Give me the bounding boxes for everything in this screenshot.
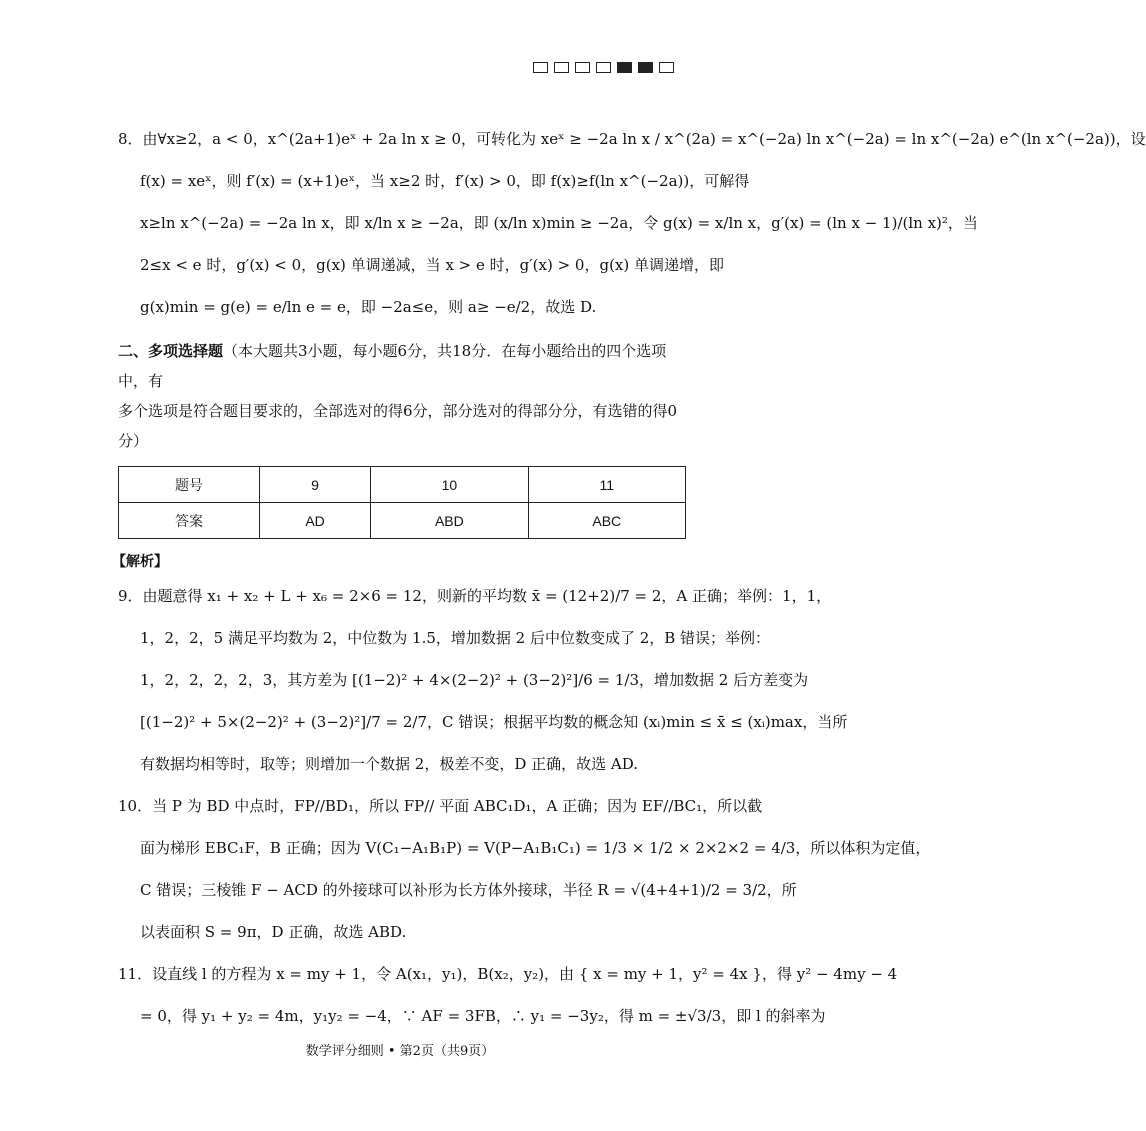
text-line: 11．设直线 l 的方程为 x = my + 1，令 A(x₁，y₁)，B(x₂，y₂)，由 { x = my + 1，y² = 4x }，得 y² − 4my − 4 bbox=[118, 965, 898, 983]
table-cell: 题号 bbox=[119, 467, 260, 503]
text-line: g(x)min = g(e) = e/ln e = e，即 −2a≤e，则 a≥ −e/2，故选 D. bbox=[140, 298, 597, 316]
text-line: 2≤x < e 时，g′(x) < 0，g(x) 单调递减，当 x > e 时，g′(x) > 0，g(x) 单调递增，即 bbox=[140, 256, 725, 274]
analysis-label: 【解析】 bbox=[112, 554, 168, 570]
section-title: 二、多项选择题 bbox=[118, 342, 224, 360]
text-line: [(1−2)² + 5×(2−2)² + (3−2)²]/7 = 2/7，C 错误；根据平均数的概念知 (xᵢ)min ≤ x̄ ≤ (xᵢ)max，当所 bbox=[140, 713, 848, 731]
table-cell: 11 bbox=[528, 467, 685, 503]
marker-box bbox=[596, 62, 611, 73]
table-cell: AD bbox=[260, 503, 371, 539]
section-heading bbox=[118, 336, 686, 456]
text-line: 以表面积 S = 9π，D 正确，故选 ABD. bbox=[140, 923, 407, 941]
page-footer: 数学评分细则 • 第2页（共9页） bbox=[305, 1044, 495, 1059]
text-line: C 错误；三棱锥 F − ACD 的外接球可以补形为长方体外接球，半径 R = √(4+4+1)/2 = 3/2，所 bbox=[140, 881, 797, 899]
marker-box-filled bbox=[638, 62, 653, 73]
marker-box bbox=[554, 62, 569, 73]
table-row bbox=[119, 503, 686, 539]
section-desc: 多个选项是符合题目要求的，全部选对的得6分，部分选对的得部分分，有选错的得0分） bbox=[118, 402, 678, 450]
text-line: 9．由题意得 x₁ + x₂ + L + x₆ = 2×6 = 12，则新的平均数 x̄ = (12+2)/7 = 2，A 正确；举例：1，1， bbox=[118, 587, 832, 605]
marker-box bbox=[659, 62, 674, 73]
text-line: 10．当 P 为 BD 中点时，FP//BD₁，所以 FP// 平面 ABC₁D₁，A 正确；因为 EF//BC₁，所以截 bbox=[118, 797, 763, 815]
problem-11 bbox=[118, 953, 898, 1037]
table-cell: 9 bbox=[260, 467, 371, 503]
marker-box-filled bbox=[617, 62, 632, 73]
table-cell: ABC bbox=[528, 503, 685, 539]
section-desc: （本大题共3小题，每小题6分，共18分．在每小题给出的四个选项中，有 bbox=[118, 342, 667, 390]
problem-8 bbox=[118, 118, 1146, 328]
text-line: 1，2，2，5 满足平均数为 2，中位数为 1.5，增加数据 2 后中位数变成了 2，B 错误；举例： bbox=[140, 629, 771, 647]
text-line: x≥ln x^(−2a) = −2a ln x，即 x/ln x ≥ −2a，即 (x/ln x)min ≥ −2a，令 g(x) = x/ln x，g′(x) = (ln x − 1)/(ln x)²，当 bbox=[140, 214, 978, 232]
text-line: 面为梯形 EBC₁F，B 正确；因为 V(C₁−A₁B₁P) = V(P−A₁B₁C₁) = 1/3 × 1/2 × 2×2×2 = 4/3，所以体积为定值， bbox=[140, 839, 931, 857]
table-cell: 答案 bbox=[119, 503, 260, 539]
table-row bbox=[119, 467, 686, 503]
marker-box bbox=[575, 62, 590, 73]
page-marker-boxes bbox=[533, 62, 674, 73]
table-cell: ABD bbox=[371, 503, 528, 539]
marker-box bbox=[533, 62, 548, 73]
problem-9 bbox=[118, 575, 848, 785]
text-line: = 0，得 y₁ + y₂ = 4m，y₁y₂ = −4，∵ AF = 3FB，∴ y₁ = −3y₂，得 m = ±√3/3，即 l 的斜率为 bbox=[140, 1007, 826, 1025]
table-cell: 10 bbox=[371, 467, 528, 503]
document-body bbox=[112, 118, 1146, 1037]
problem-10 bbox=[118, 785, 931, 953]
text-line: 8．由∀x≥2，a < 0，x^(2a+1)eˣ + 2a ln x ≥ 0，可转化为 xeˣ ≥ −2a ln x / x^(2a) = x^(−2a) ln x^(−2a) = ln x^(−2a) e^(ln x^(−2a))，设 bbox=[118, 130, 1146, 148]
answer-table bbox=[118, 466, 686, 539]
text-line: 1，2，2，2，2，3，其方差为 [(1−2)² + 4×(2−2)² + (3−2)²]/6 = 1/3，增加数据 2 后方差变为 bbox=[140, 671, 809, 689]
text-line: 有数据均相等时，取等；则增加一个数据 2，极差不变，D 正确，故选 AD. bbox=[140, 755, 638, 773]
text-line: f(x) = xeˣ，则 f′(x) = (x+1)eˣ，当 x≥2 时，f′(x) > 0，即 f(x)≥f(ln x^(−2a))，可解得 bbox=[140, 172, 750, 190]
